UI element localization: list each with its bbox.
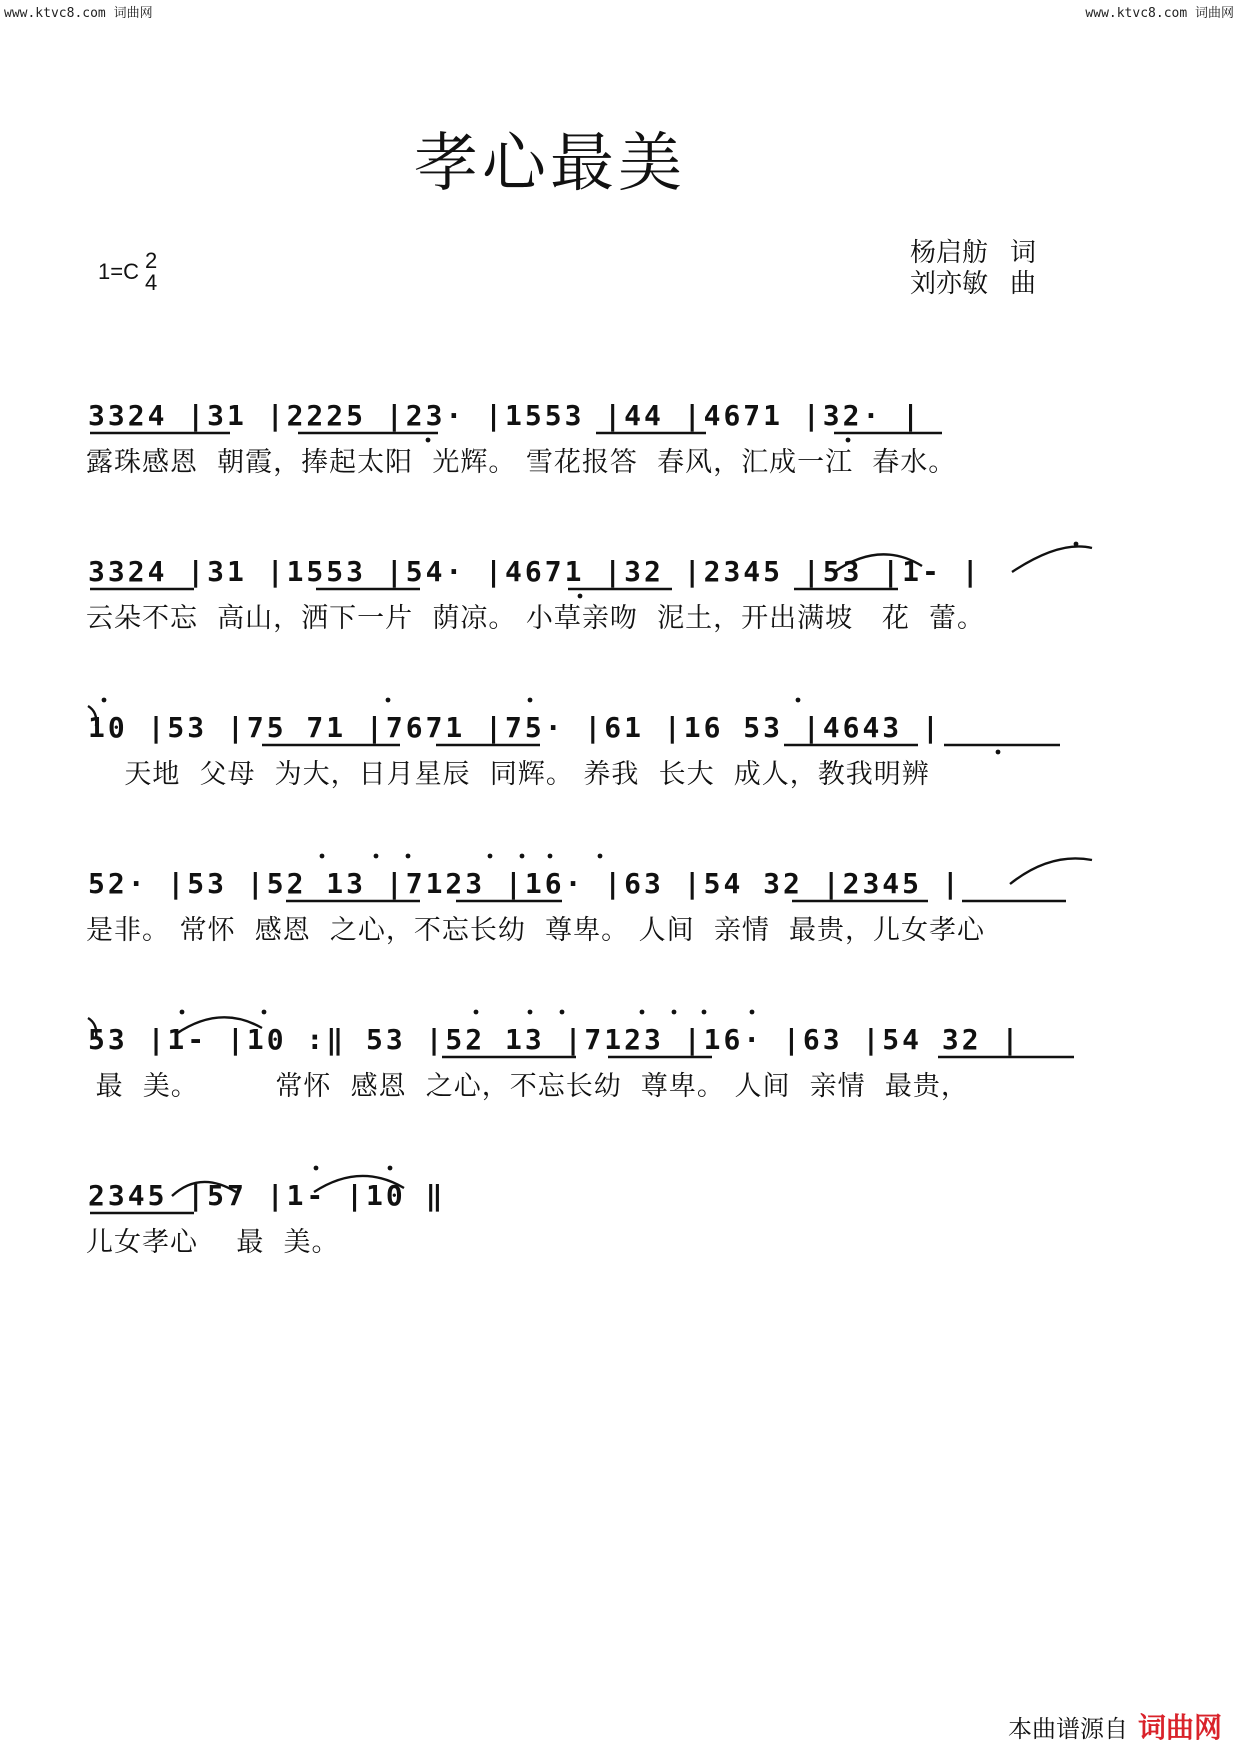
slur-tie <box>834 554 922 572</box>
notation-line: 10 |53 |75 71 |7671 |75· |61 |16 53 |4643 | <box>88 711 942 744</box>
octave-dot <box>474 1010 479 1015</box>
octave-dot <box>1074 542 1079 547</box>
slur-tie <box>172 1182 236 1196</box>
lyric-line: 露珠感恩 朝霞，捧起太阳 光辉。 雪花报答 春风，汇成一江 春水。 <box>86 447 957 478</box>
octave-dot <box>640 1010 645 1015</box>
key-label: 1=C <box>98 259 139 284</box>
lyricist-role: 词 <box>1010 238 1037 268</box>
watermark-right: www.ktvc8.com 词曲网 <box>1085 6 1234 21</box>
source-footer <box>1008 1706 1222 1746</box>
notation-line: 53 |1- |10 :‖ 53 |52 13 |7123 |16· |63 |54 32 | <box>88 1023 1022 1056</box>
lyric-line: 最 美。 常怀 感恩 之心，不忘长幼 尊卑。 人间 亲情 最贵， <box>86 1071 969 1102</box>
lyric-line: 是非。 常怀 感恩 之心，不忘长幼 尊卑。 人间 亲情 最贵，儿女孝心 <box>86 915 985 946</box>
lyric-line: 天地 父母 为大，日月星辰 同辉。 养我 长大 成人，教我明辨 <box>86 759 930 790</box>
composer-role: 曲 <box>1010 269 1037 299</box>
octave-dot <box>560 1010 565 1015</box>
watermark-left: www.ktvc8.com 词曲网 <box>4 6 153 21</box>
source-text: 本曲谱源自 <box>1007 1714 1128 1743</box>
octave-dot <box>672 1010 677 1015</box>
octave-dot <box>180 1010 185 1015</box>
octave-dot <box>314 1166 319 1171</box>
octave-dot <box>702 1010 707 1015</box>
octave-dot <box>374 854 379 859</box>
octave-dot <box>386 698 391 703</box>
octave-dot <box>406 854 411 859</box>
notation-line: 52· |53 |52 13 |7123 |16· |63 |54 32 |2345 | <box>88 867 962 900</box>
octave-dot <box>796 698 801 703</box>
slur-tie <box>176 1017 262 1034</box>
composer: 刘亦敏 <box>910 269 989 299</box>
slur-tie <box>88 706 96 726</box>
octave-dot <box>102 698 107 703</box>
slur-tie <box>1010 858 1092 884</box>
lyricist: 杨启舫 <box>910 238 989 268</box>
octave-dot <box>426 438 431 443</box>
octave-dot <box>846 438 851 443</box>
song-title: 孝心最美 <box>414 127 686 201</box>
notation-line: 3324 |31 |1553 |54· |4671 |32 |2345 |53 |1- | <box>88 555 982 588</box>
slur-tie <box>1012 546 1092 572</box>
octave-dot <box>320 854 325 859</box>
time-bottom: 4 <box>144 270 158 295</box>
slur-tie <box>88 1018 96 1038</box>
time-top: 2 <box>144 248 158 273</box>
notation-line: 3324 |31 |2225 |23· |1553 |44 |4671 |32· | <box>88 399 923 432</box>
octave-dot <box>262 1010 267 1015</box>
notation-line: 2345 |57 |1- |10 ‖ <box>88 1179 446 1212</box>
lyric-line: 儿女孝心 最 美。 <box>86 1227 340 1258</box>
octave-dot <box>578 594 583 599</box>
octave-dot <box>750 1010 755 1015</box>
octave-dot <box>528 1010 533 1015</box>
octave-dot <box>548 854 553 859</box>
lyric-line: 云朵不忘 高山，洒下一片 荫凉。 小草亲吻 泥土，开出满坡 花 蕾。 <box>86 603 985 634</box>
octave-dot <box>388 1166 393 1171</box>
octave-dot <box>598 854 603 859</box>
octave-dot <box>528 698 533 703</box>
octave-dot <box>488 854 493 859</box>
octave-dot <box>996 750 1001 755</box>
octave-dot <box>520 854 525 859</box>
site-logo[interactable]: 词曲网 <box>1137 1711 1222 1744</box>
slur-tie <box>314 1176 404 1192</box>
